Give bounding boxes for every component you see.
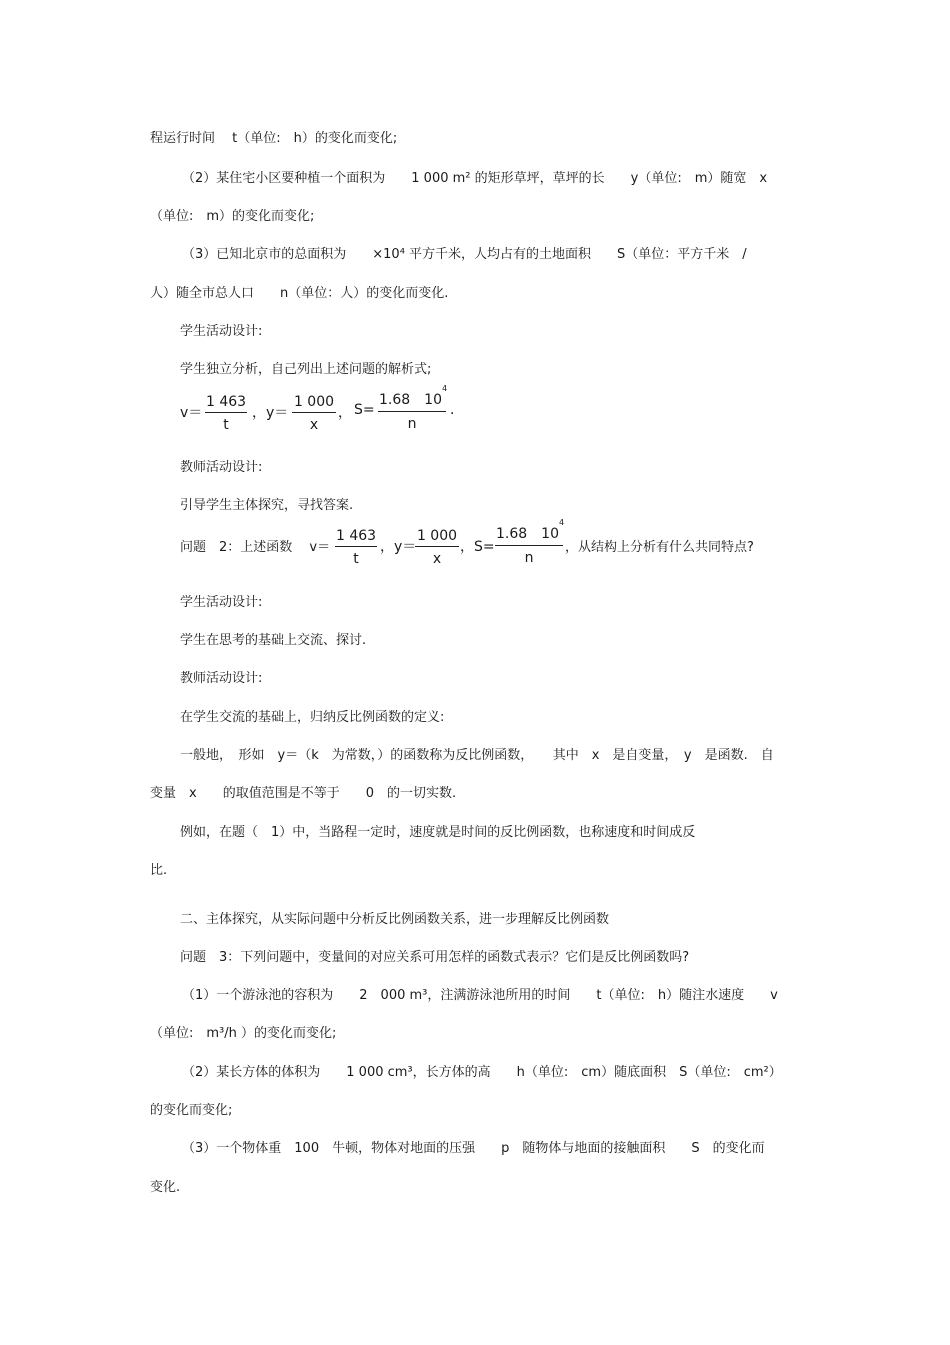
text-line: 例如，在题（ 1）中，当路程一定时，速度就是时间的反比例函数，也称速度和时间成反 [180,825,696,840]
fraction-denominator: n [407,416,417,432]
fraction-numerator: 1 463 [335,528,377,547]
fraction-denominator: n [524,550,534,566]
text-line: 比. [150,863,168,878]
text-line: 问题 3：下列问题中，变量间的对应关系可用怎样的函数式表示？它们是反比例函数吗? [180,950,690,965]
formula-s-eq: ，S= [460,539,495,555]
definition-line: 变量 x 的取值范围是不等于 0 的一切实数. [150,786,457,801]
section-label: 教师活动设计: [180,671,263,686]
section-label: 教师活动设计: [180,460,263,475]
fraction-denominator: x [309,417,319,433]
fraction-v [205,394,247,433]
fraction-numerator: 1 000 [292,394,336,413]
formula-suffix: ，从结构上分析有什么共同特点? [565,540,754,555]
fraction-s [495,518,565,566]
formula-end: . [450,402,455,418]
text-line: （单位: m³/h ）的变化而变化; [150,1026,337,1041]
definition-line: 一般地， 形如 y＝（k 为常数，）的函数称为反比例函数， 其中 x 是自变量， y 是函数. 自 [180,748,774,763]
text-line: （单位: m）的变化而变化; [150,209,315,224]
formula-y-eq: y＝ [266,405,289,421]
fraction-numerator: 1.68 $10^4$ [378,389,446,412]
formula-prefix: 问题 2：上述函数 v＝ [180,540,331,555]
text-line: 引导学生主体探究，寻找答案. [180,498,354,513]
text-line: 学生在思考的基础上交流、探讨. [180,633,367,648]
text-line: （3）一个物体重 100 牛顿，物体对地面的压强 p 随物体与地面的接触面积 S 的变化而 [182,1141,765,1156]
fraction-denominator: t [223,417,229,433]
formula-y-eq: ，y＝ [380,539,417,555]
fraction-numerator: 1 463 [205,394,247,413]
text-line: （1）一个游泳池的容积为 2 000 m³，注满游泳池所用的时间 t（单位: h）随注水速度 v [182,988,778,1003]
fraction-numerator: 1 000 [415,528,459,547]
section-heading: 二、主体探究，从实际问题中分析反比例函数关系，进一步理解反比例函数 [180,912,610,927]
text-line: 的变化而变化; [150,1103,233,1118]
fraction-v [335,528,377,567]
text-line: 程运行时间 t（单位: h）的变化而变化; [150,131,398,146]
text-line: 学生独立分析，自己列出上述问题的解析式; [180,362,432,377]
formula-separator: ， [338,405,352,421]
text-line: （2）某长方体的体积为 1 000 cm³，长方体的高 h（单位: cm）随底面积 S（单位: cm²） [182,1065,782,1080]
formula-v-eq: v＝ [180,405,203,421]
section-label: 学生活动设计: [180,595,263,610]
fraction-numerator: 1.68 $10^4$ [495,523,563,546]
formula-separator: ， [252,405,266,421]
text-line: 在学生交流的基础上，归纳反比例函数的定义: [180,710,445,725]
fraction-s [378,384,448,432]
text-line: 变化. [150,1180,181,1195]
text-line: 人）随全市总人口 n（单位：人）的变化而变化. [150,286,449,301]
fraction-denominator: x [432,551,442,567]
section-label: 学生活动设计: [180,324,263,339]
fraction-y [415,528,459,567]
fraction-y [292,394,336,433]
formula-s-eq: S= [354,402,375,418]
text-line: （3）已知北京市的总面积为 ×10⁴ 平方千米，人均占有的土地面积 S（单位：平方千米 / [182,247,747,262]
fraction-denominator: t [353,551,359,567]
text-line: （2）某住宅小区要种植一个面积为 1 000 m² 的矩形草坪，草坪的长 y（单位: m）随宽 x [182,171,768,186]
